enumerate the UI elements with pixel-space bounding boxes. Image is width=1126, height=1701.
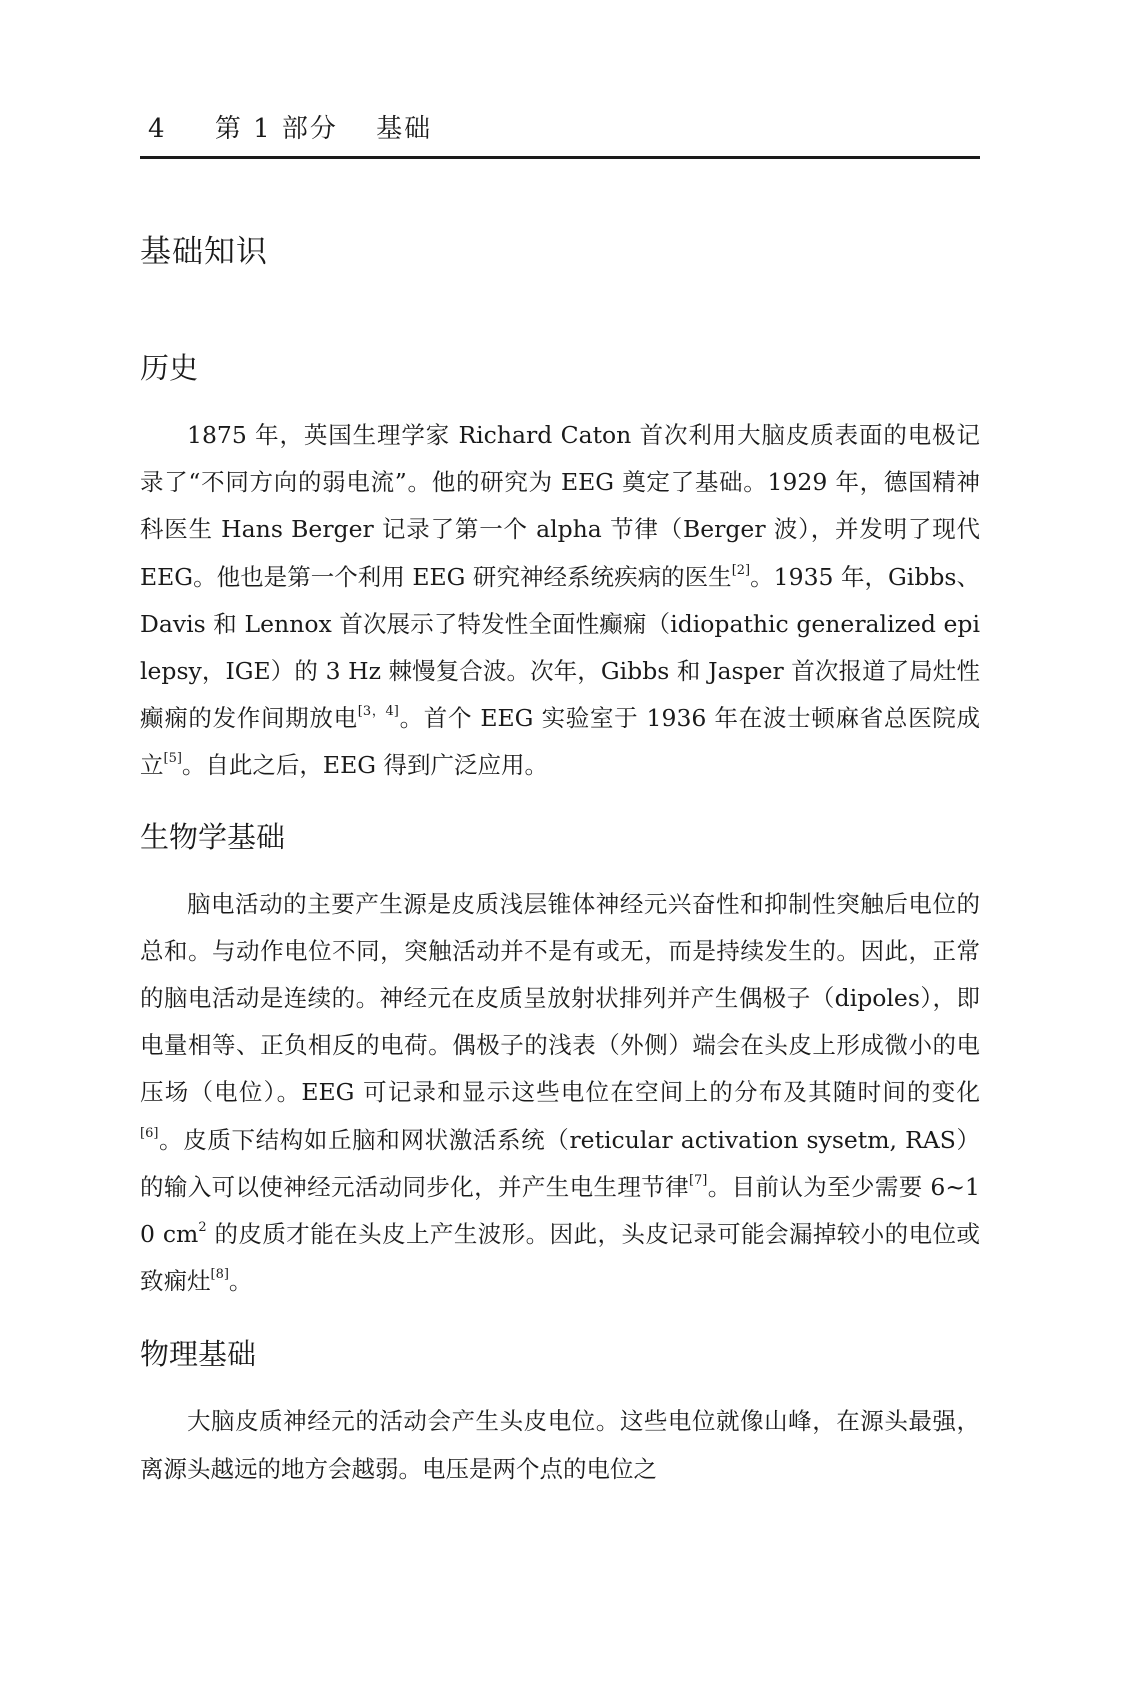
citation-5: [5]: [163, 751, 182, 767]
chapter-title: 基础知识: [140, 234, 268, 270]
running-header: [140, 112, 980, 159]
biology-text-b: 。皮质下结构如丘脑和网状激活系统（reticular activation sysetm, RAS）的输入可以使神经元活动同步化，并产生电生理节律: [140, 1125, 980, 1201]
biology-paragraph: [140, 881, 980, 1306]
history-text-b: 。1935 年，Gibbs、Davis 和 Lennox 首次展示了特发性全面性癫痫（idiopathic generalized epilepsy，IGE）的 3 Hz 棘慢复合波。次年，Gibbs 和 Jasper 首次报道了局灶性癫痫的发作间期放电: [140, 562, 980, 733]
page-number: 4: [148, 114, 165, 144]
history-paragraph: [140, 412, 980, 790]
citation-2: [2]: [731, 562, 751, 578]
page-content: [140, 232, 980, 1493]
biology-text-d: 的皮质才能在头皮上产生波形。因此，头皮记录可能会漏掉较小的电位或致痫灶: [140, 1220, 980, 1296]
physics-paragraph: 大脑皮质神经元的活动会产生头皮电位。这些电位就像山峰，在源头最强，离源头越远的地方会越弱。电压是两个点的电位之: [140, 1407, 980, 1483]
section-heading-biology: 生物学基础: [140, 819, 286, 854]
history-text-a: 1875 年，英国生理学家 Richard Caton 首次利用大脑皮质表面的电极记录了“不同方向的弱电流”。他的研究为 EEG 奠定了基础。1929 年，德国精神科医生 Hans Berger 记录了第一个 alpha 节律（Berger 波），并发明了现代 EEG。他也是第一个利用 EEG 研究神经系统疾病的医生: [140, 421, 980, 591]
citation-8: [8]: [210, 1267, 229, 1283]
biology-text-e: 。: [228, 1267, 253, 1296]
citation-3-4: [3，4]: [357, 704, 399, 720]
citation-7: [7]: [688, 1172, 708, 1188]
unit-exponent: 2: [198, 1220, 207, 1236]
part-label: 第 1 部分: [214, 114, 338, 144]
history-text-d: 。自此之后，EEG 得到广泛应用。: [181, 751, 548, 780]
section-heading-history: 历史: [140, 351, 199, 385]
biology-text-a: 脑电活动的主要产生源是皮质浅层锥体神经元兴奋性和抑制性突触后电位的总和。与动作电位不同，突触活动并不是有或无，而是持续发生的。因此，正常的脑电活动是连续的。神经元在皮质呈放射状排列并产生偶极子（dipoles），即电量相等、正负相反的电荷。偶极子的浅表（外侧）端会在头皮上形成微小的电压场（电位）。EEG 可记录和显示这些电位在空间上的分布及其随时间的变化: [140, 889, 980, 1107]
citation-6: [6]: [140, 1125, 159, 1141]
biology-text-c: 。目前认为至少需要 6~10 cm: [140, 1172, 980, 1249]
history-text-c: 。首个 EEG 实验室于 1936 年在波士顿麻省总医院成立: [140, 704, 980, 780]
part-title: 基础: [376, 114, 433, 144]
section-heading-physics: 物理基础: [140, 1337, 257, 1372]
